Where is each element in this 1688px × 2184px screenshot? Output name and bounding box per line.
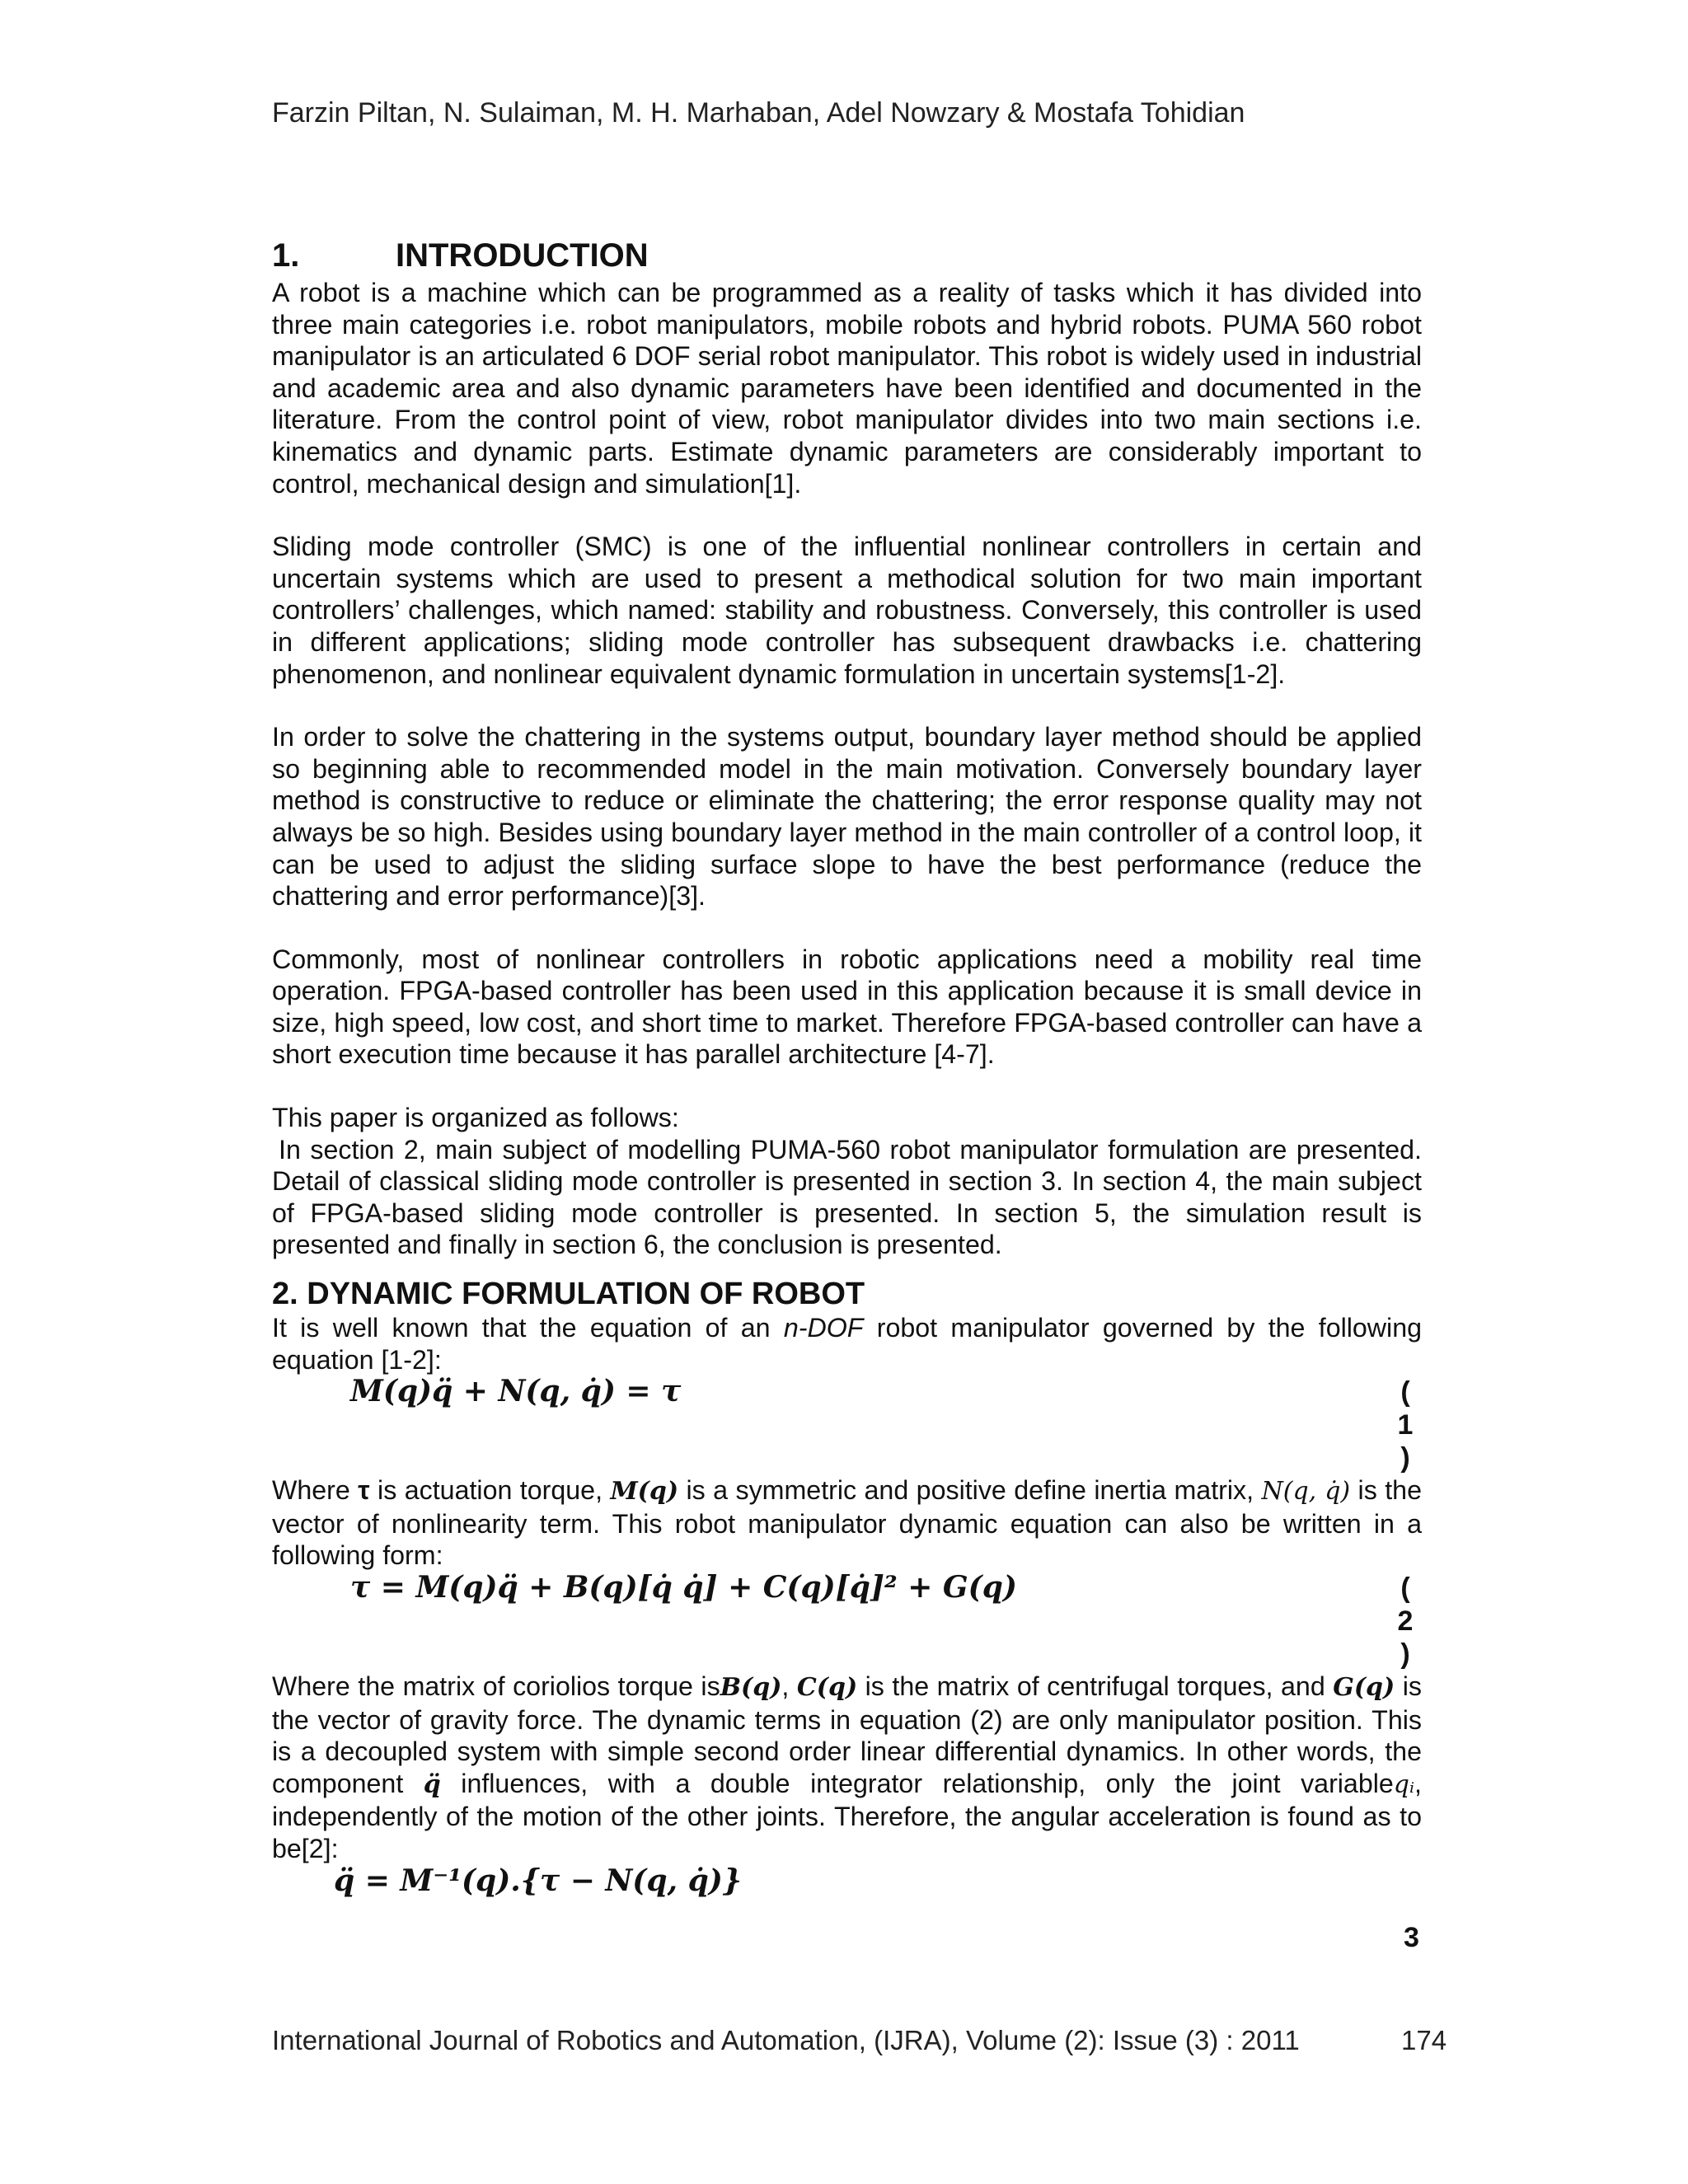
eq2-open-paren: (: [1400, 1572, 1410, 1604]
main-content: [272, 237, 1422, 1911]
intro-paragraph-3: In order to solve the chattering in the systems output, boundary layer method should be applied so beginning able to recommended model in the main motivation. Conversely boundary layer method is constructive to reduce or eliminate the chattering; the error response quality may not always be so high. Besides using boundary layer method in the main controller of a control loop, it can be used to adjust the sliding surface slope to have the best performance (reduce the chattering and error performance)[3].: [272, 722, 1422, 912]
eq1-close-paren: ): [1400, 1442, 1410, 1474]
equation-3-formula: q̈ = M⁻¹(q).{τ − N(q, q̇)}: [334, 1863, 742, 1898]
organization-body: In section 2, main subject of modelling PUMA-560 robot manipulator formulation are presented. Detail of classical sliding mode controller is presented in section 3. In section 4, the main subject of FPGA-based sliding mode controller is presented. In section 5, the simulation result is presented and finally in section 6, the conclusion is presented.: [272, 1134, 1422, 1260]
intro-paragraph-4: Commonly, most of nonlinear controllers in robotic applications need a mobility real time operation. FPGA-based controller has been used in this application because it is small device in size, high speed, low cost, and short time to market. Therefore FPGA-based controller can have a short execution time because it has parallel architecture [4-7].: [272, 944, 1422, 1070]
p2-text-1: Where: [272, 1475, 359, 1506]
centrifugal-matrix-symbol: C(q): [796, 1673, 858, 1702]
footer-page-number: 174: [1401, 2025, 1447, 2055]
p2-text-3: is a symmetric and positive define inertia matrix,: [678, 1475, 1262, 1506]
section-1-number: 1.: [272, 237, 300, 274]
section-2-intro: [272, 1312, 1422, 1376]
intro-paragraph-2: Sliding mode controller (SMC) is one of the influential nonlinear controllers in certain and uncertain systems which are used to present a methodical solution for two main important controllers’ challenges, which named: stability and robustness. Conversely, this controller is used in different applications; sliding mode controller has subsequent drawbacks i.e. chattering phenomenon, and nonlinear equivalent dynamic formulation in uncertain systems[1-2].: [272, 532, 1422, 689]
nonlinearity-symbol: N(q, q̇): [1261, 1477, 1351, 1507]
section-2-heading: 2. DYNAMIC FORMULATION OF ROBOT: [272, 1277, 865, 1312]
running-head-authors: Farzin Piltan, N. Sulaiman, M. H. Marhaban, Adel Nowzary & Mostafa Tohidian: [272, 97, 1245, 129]
intro-text-a: It is well known that the equation of an: [272, 1313, 784, 1343]
equation-2: [272, 1572, 1422, 1671]
equation-1-formula: M(q)q̈ + N(q, q̇) = τ: [350, 1374, 682, 1409]
eq1-num: 1: [1397, 1409, 1414, 1441]
section-2-paragraph-3: [272, 1671, 1422, 1865]
eq1-open-paren: (: [1400, 1376, 1410, 1408]
footer-journal: International Journal of Robotics and Automation, (IJRA), Volume (2): Issue (3) : 2011: [272, 2025, 1300, 2055]
p3-text-6: , independently of the motion of the other joints. Therefore, the angular acceleration is found as to be[2]:: [272, 1768, 1422, 1863]
equation-2-formula: τ = M(q)q̈ + B(q)[q̇ q̇] + C(q)[q̇]² + G(q): [350, 1570, 1017, 1605]
p2-text-4: is the vector of nonlinearity term. This robot manipulator dynamic equation can also be written in a following form:: [272, 1475, 1422, 1571]
equation-1-number: [1389, 1376, 1422, 1474]
p3-text-3: is the matrix of centrifugal torques, and: [857, 1671, 1334, 1701]
eq2-num: 2: [1397, 1605, 1414, 1637]
inertia-matrix-symbol: M(q): [610, 1477, 679, 1507]
gravity-vector-symbol: G(q): [1333, 1673, 1395, 1702]
section-2-paragraph-2: [272, 1474, 1422, 1572]
section-1-heading: [272, 237, 1422, 274]
section-1-title: INTRODUCTION: [396, 237, 649, 274]
equation-3: [272, 1865, 1422, 1911]
coriolis-matrix-symbol: B(q): [720, 1673, 782, 1702]
equation-3-number: 3: [1404, 1922, 1419, 1953]
qi-symbol: qᵢ: [1393, 1769, 1415, 1799]
intro-paragraph-1: A robot is a machine which can be programmed as a reality of tasks which it has divided into three main categories i.e. robot manipulators, mobile robots and hybrid robots. PUMA 560 robot manipulator is an articulated 6 DOF serial robot manipulator. This robot is widely used in industrial and academic area and also dynamic parameters have been identified and documented in the literature. From the control point of view, robot manipulator divides into two main sections i.e. kinematics and dynamic parts. Estimate dynamic parameters are considerably important to control, mechanical design and simulation[1].: [272, 278, 1422, 499]
qddot-symbol: q̈: [423, 1769, 441, 1799]
p3-text-1: Where the matrix of coriolios torque is: [272, 1671, 720, 1701]
organization-intro: This paper is organized as follows:: [272, 1103, 679, 1133]
p3-text-4: is the vector of gravity force. The dynamic terms in equation (2) are only manipulator position. This is a decoupled system with simple second order linear differential dynamics. In other words, the component: [272, 1671, 1422, 1798]
p3-text-5: influences, with a double integrator relationship, only the joint variable: [440, 1768, 1394, 1798]
n-dof-term: n-DOF: [783, 1313, 864, 1343]
eq2-close-paren: ): [1400, 1638, 1410, 1670]
p2-text-2: is actuation torque,: [369, 1475, 611, 1506]
tau-symbol: τ: [358, 1475, 370, 1506]
equation-2-number: [1389, 1572, 1422, 1671]
p3-text-2: ,: [781, 1671, 797, 1701]
equation-1: [272, 1376, 1422, 1474]
intro-text-b: robot manipulator governed by the following equation [1-2]:: [272, 1313, 1422, 1375]
